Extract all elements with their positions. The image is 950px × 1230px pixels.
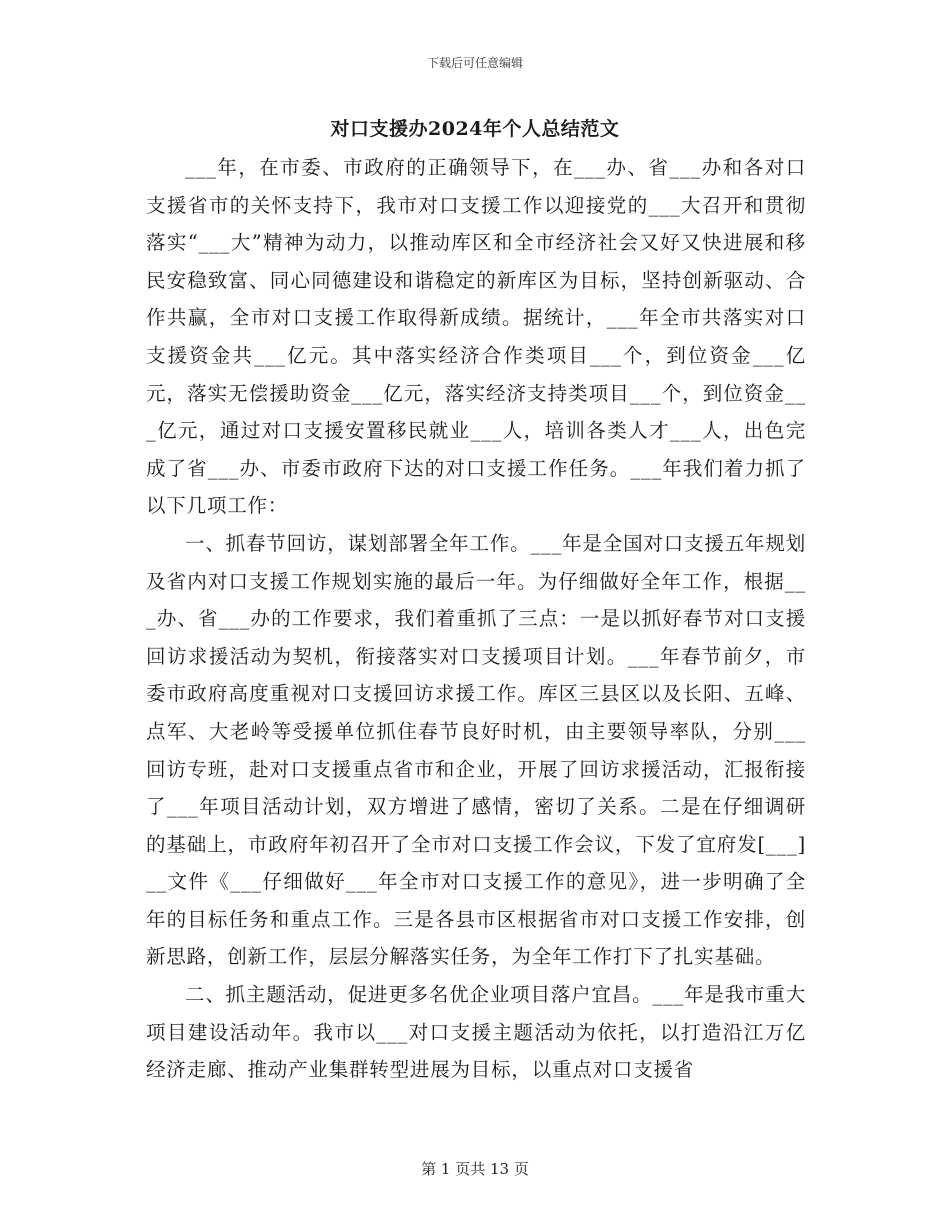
paragraph-section-1: 一、抓春节回访，谋划部署全年工作。___年是全国对口支援五年规划及省内对口支援工作规划实施的最后一年。为仔细做好全年工作，根据___办、省___办的工作要求，我们着重抓了三点：一是以抓好春节对口支援回访求援活动为契机，衔接落实对口支援项目计划。___年春节前夕，市委市政府高度重视对口支援回访求援工作。库区三县区以及长阳、五峰、点军、大老岭等受援单位抓住春节良好时机，由主要领导率队，分别___回访专班，赴对口支援重点省市和企业，开展了回访求援活动，汇报衔接了___年项目活动计划，双方增进了感情，密切了关系。二是在仔细调研的基础上，市政府年初召开了全市对口支援工作会议，下发了宜府发[___]__文件《___仔细做好___年全市对口支援工作的意见》，进一步明确了全年的目标任务和重点工作。三是各县市区根据省市对口支援工作安排，创新思路，创新工作，层层分解落实任务，为全年工作打下了扎实基础。 [146, 531, 806, 969]
paragraph-section-2: 二、抓主题活动，促进更多名优企业项目落户宜昌。___年是我市重大项目建设活动年。我市以___对口支援主题活动为依托，以打造沿江万亿经济走廊、推动产业集群转型进展为目标，以重点对口支援省 [146, 983, 806, 1082]
paragraph-intro: ___年，在市委、市政府的正确领导下，在___办、省___办和各对口支援省市的关怀支持下，我市对口支援工作以迎接党的___大召开和贯彻落实“___大”精神为动力，以推动库区和全市经济社会又好又快进展和移民安稳致富、同心同德建设和谐稳定的新库区为目标，坚持创新驱动、合作共赢，全市对口支援工作取得新成绩。据统计，___年全市共落实对口支援资金共___亿元。其中落实经济合作类项目___个，到位资金___亿元，落实无偿援助资金___亿元，落实经济支持类项目___个，到位资金___亿元，通过对口支援安置移民就业___人，培训各类人才___人，出色完成了省___办、市委市政府下达的对口支援工作任务。___年我们着力抓了以下几项工作： [146, 156, 806, 518]
document-title: 对口支援办2024年个人总结范文 [330, 118, 620, 140]
document-body [146, 149, 806, 1089]
header-note: 下载后可任意编辑 [426, 56, 523, 70]
page-number: 第 1 页共 13 页 [421, 1160, 529, 1178]
